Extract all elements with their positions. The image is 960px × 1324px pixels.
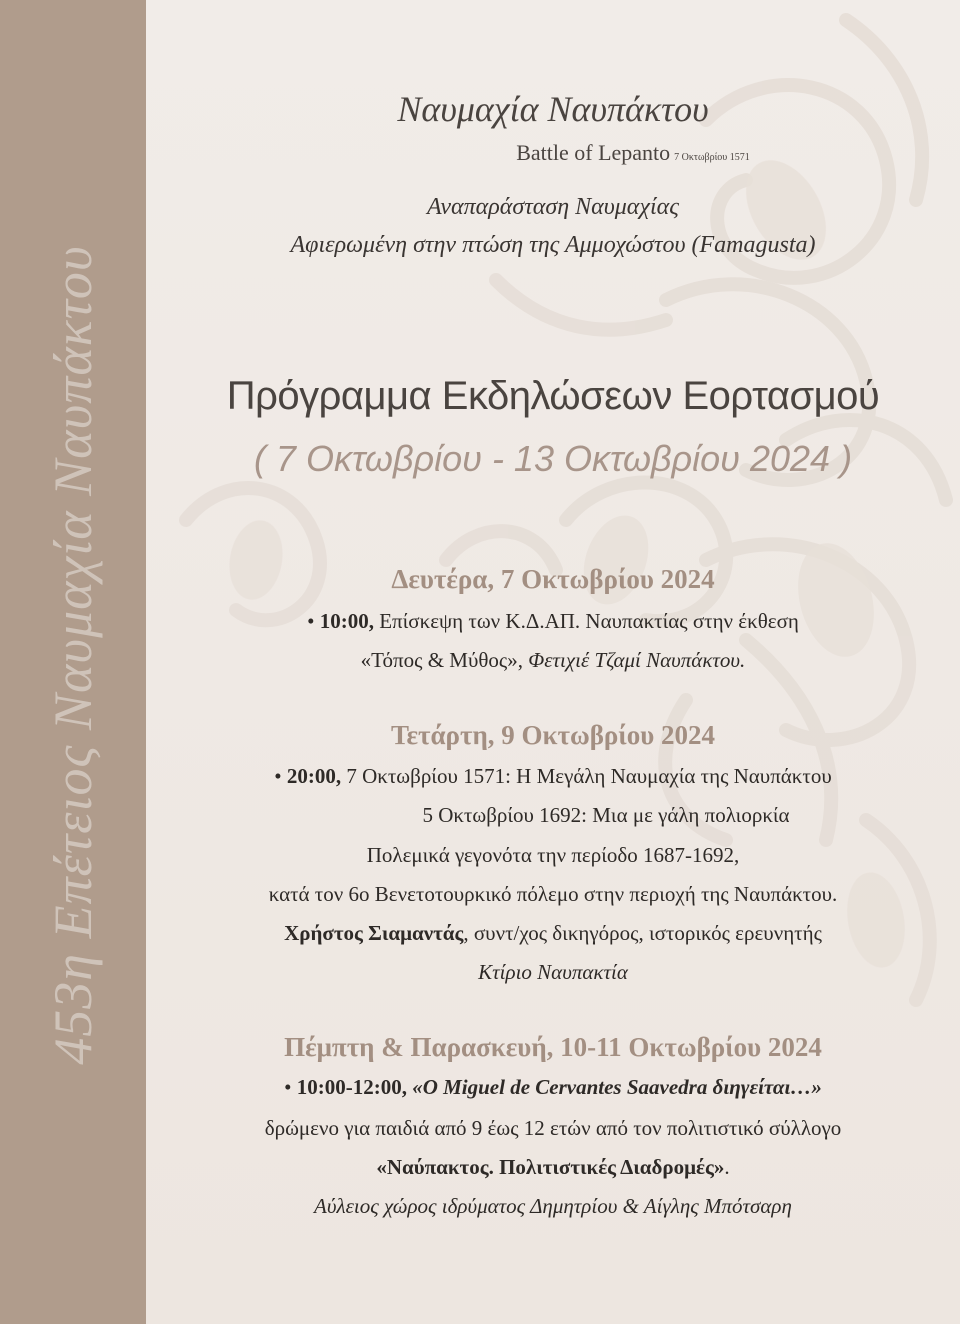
event-2-line-1 xyxy=(146,764,960,789)
program-dates: ( 7 Οκτωβρίου - 13 Οκτωβρίου 2024 ) xyxy=(253,438,853,479)
event-3-time: 10:00-12:00, xyxy=(296,1075,407,1099)
event-1-exhibition: «Τόπος & Μύθος», xyxy=(360,648,524,672)
event-2-line-3 xyxy=(146,843,960,868)
event-3-day: Πέμπτη & Παρασκευή, 10-11 Οκτωβρίου 2024 xyxy=(284,1032,822,1062)
event-1-description: Επίσκεψη των Κ.Δ.ΑΠ. Ναυπακτίας στην έκθεση xyxy=(379,609,799,633)
event-2-line-4 xyxy=(146,882,960,907)
sidebar-band xyxy=(0,0,146,1324)
event-2-topic-2: 5 Οκτωβρίου 1692: Μια με γάλη πολιορκία xyxy=(422,803,790,827)
bullet: • xyxy=(307,609,315,633)
event-3-title: «Ο Miguel de Cervantes Saavedra διηγείται…» xyxy=(412,1075,822,1099)
event-1-venue: Φετιχιέ Τζαμί Ναυπάκτου. xyxy=(528,648,746,672)
event-2-topic-4: κατά τον 6ο Βενετοτουρκικό πόλεμο στην περιοχή της Ναυπάκτου. xyxy=(268,882,838,906)
main-panel xyxy=(146,0,960,1324)
event-2-topic-1: 7 Οκτωβρίου 1571: Η Μεγάλη Ναυμαχία της Ναυπάκτου xyxy=(346,764,832,788)
event-1-line-1 xyxy=(146,609,960,634)
event-3-organizer: «Ναύπακτος. Πολιτιστικές Διαδρομές» xyxy=(376,1155,725,1179)
event-2-line-2 xyxy=(146,803,960,828)
event-2-venue: Κτίριο Ναυπακτία xyxy=(478,960,628,984)
event-2-day: Τετάρτη, 9 Οκτωβρίου 2024 xyxy=(390,720,716,750)
title-date: 7 Οκτωβρίου 1571 xyxy=(674,152,750,163)
event-2-time: 20:00, xyxy=(286,764,342,788)
event-3-venue: Αύλειος χώρος ιδρύματος Δημητρίου & Αίγλης Μπότσαρη xyxy=(314,1194,792,1218)
title-greek: Ναυμαχία Ναυπάκτου xyxy=(397,89,709,129)
bullet: • xyxy=(274,764,282,788)
event-2-line-5 xyxy=(146,921,960,946)
event-1-line-2 xyxy=(146,648,960,673)
event-3-description: δρώμενο για παιδιά από 9 έως 12 ετών από τον πολιτιστικό σύλλογο xyxy=(264,1116,842,1140)
event-3-line-1 xyxy=(146,1075,960,1100)
event-1-time: 10:00, xyxy=(319,609,374,633)
title-english-row xyxy=(146,140,960,166)
event-3-organizer-end: . xyxy=(724,1155,730,1179)
anniversary-vertical-title: 453η Επέτειος Ναυμαχία Ναυπάκτου xyxy=(43,245,103,1065)
event-2-speaker: Χρήστος Σιαμαντάς xyxy=(284,921,464,945)
subtitle-reenactment: Αναπαράσταση Ναυμαχίας xyxy=(427,194,679,220)
title-english: Battle of Lepanto xyxy=(516,140,671,165)
bullet: • xyxy=(284,1075,292,1099)
event-2-topic-3: Πολεμικά γεγονότα την περίοδο 1687-1692, xyxy=(366,843,740,867)
event-1-day: Δευτέρα, 7 Οκτωβρίου 2024 xyxy=(391,564,715,594)
event-3-line-2 xyxy=(146,1116,960,1141)
program-title: Πρόγραμμα Εκδηλώσεων Εορτασμού xyxy=(226,374,880,418)
event-2-speaker-role: , συντ/χος δικηγόρος, ιστορικός ερευνητής xyxy=(463,921,822,945)
subtitle-dedication: Αφιερωμένη στην πτώση της Αμμοχώστου (Famagusta) xyxy=(290,232,816,258)
event-3-line-3 xyxy=(146,1155,960,1180)
